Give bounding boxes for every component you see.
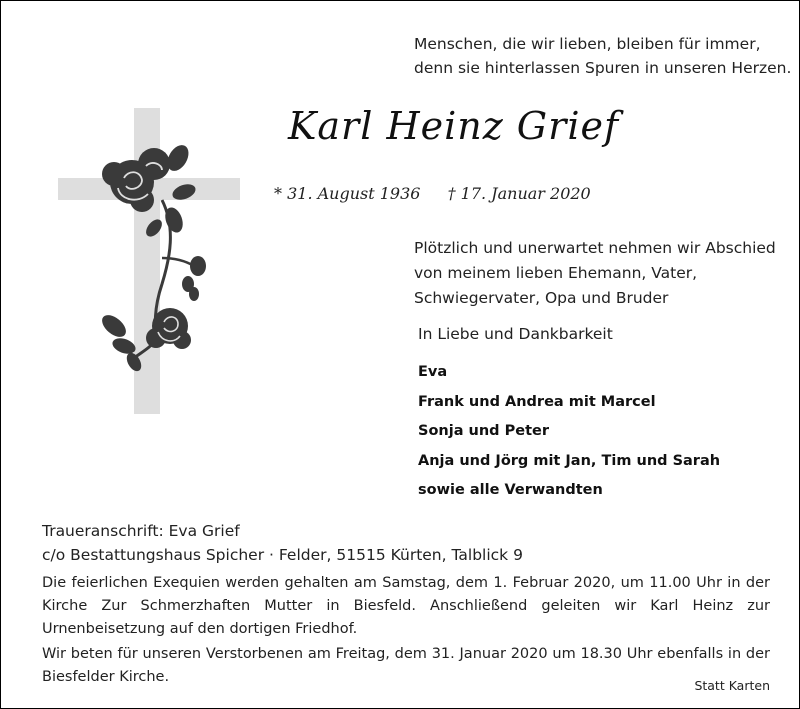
mourner-name: Eva [418,364,448,380]
deceased-name: Karl Heinz Grief [288,104,620,148]
mourner-name: Anja und Jörg mit Jan, Tim und Sarah [418,452,721,469]
death-date: † 17. Januar 2020 [447,184,591,203]
life-dates [274,184,591,203]
service-paragraph-1: Die feierlichen Exequien werden gehalten am Samstag, dem 1. Februar 2020, um 11.00 Uhr in der Kirche Zur Schmerzhaften Mutter in Biesfeld. Anschließend geleiten wir Karl Heinz zur Urnenbeisetzung auf den dortigen Friedhof. [42,575,770,637]
mourners-list [418,358,720,506]
service-paragraph-2: Wir beten für unseren Verstorbenen am Freitag, dem 31. Januar 2020 um 18.30 Uhr ebenfalls in der Biesfelder Kirche. [42,646,770,685]
message-line-3: Schwiegervater, Opa und Bruder [414,289,669,307]
signature-intro: In Liebe und Dankbarkeit [418,325,613,343]
cross-with-roses-icon [58,108,240,414]
message-line-2: von meinem lieben Ehemann, Vater, [414,264,698,282]
memorial-quote [414,32,791,80]
message-line-1: Plötzlich und unerwartet nehmen wir Abschied [414,239,776,257]
farewell-message [414,236,776,311]
mourner-name: Sonja und Peter [418,423,549,439]
mourner-name: Frank und Andrea mit Marcel [418,393,656,410]
address-line-1: Traueranschrift: Eva Grief [42,522,240,540]
birth-date: * 31. August 1936 [274,184,421,203]
address-line-2: c/o Bestattungshaus Spicher · Felder, 51515 Kürten, Talblick 9 [42,546,523,564]
service-details [42,572,770,691]
quote-line-1: Menschen, die wir lieben, bleiben für immer, [414,35,761,53]
quote-line-2: denn sie hinterlassen Spuren in unseren Herzen. [414,59,792,77]
mourning-address [42,519,523,567]
statt-karten-note: Statt Karten [694,678,770,693]
mourner-name: sowie alle Verwandten [418,482,603,498]
